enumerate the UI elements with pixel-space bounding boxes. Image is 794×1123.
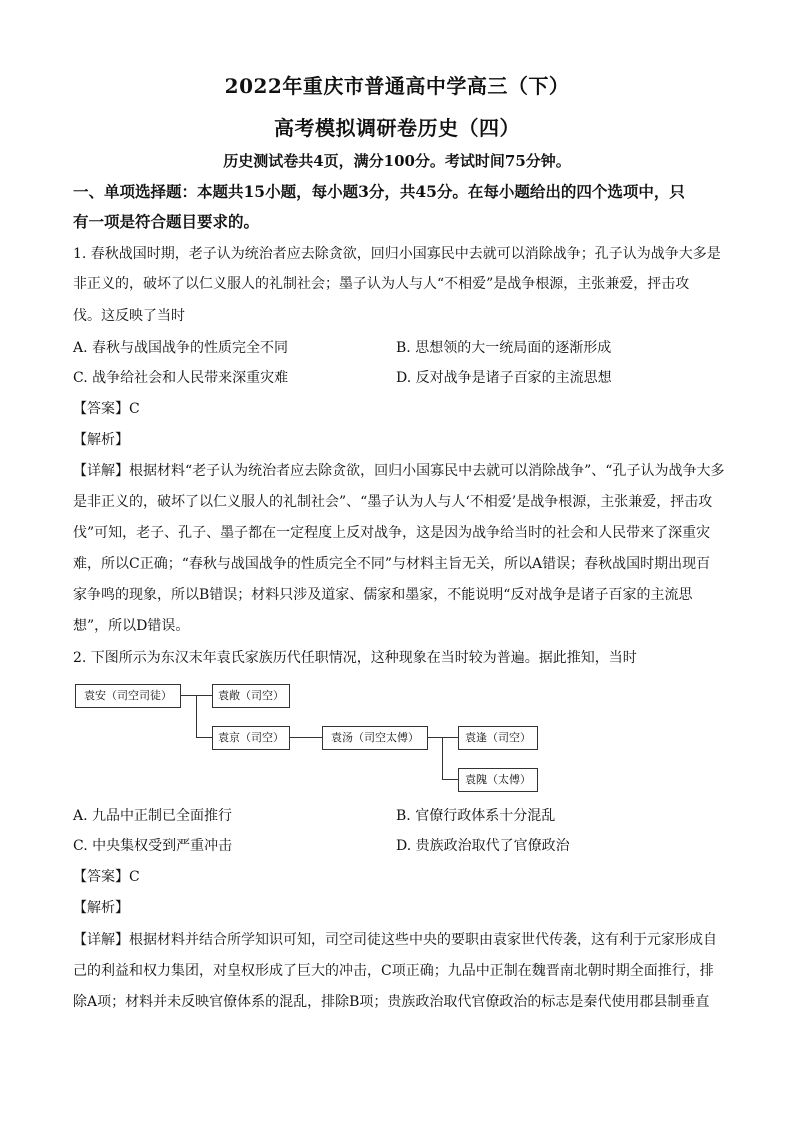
q2-detail-line3: 除A项；材料并未反映官僚体系的混乱，排除B项；贵族政治取代官僚政治的标志是秦代使用郡县制垂直: [73, 994, 710, 1010]
connector: [196, 695, 197, 737]
exam-title-line2: 高考模拟调研卷历史（四）: [274, 116, 520, 140]
q2-detail-line2: 己的利益和权力集团，对皇权形成了巨大的冲击，C项正确；九品中正制在魏晋南北朝时期全面推行，排: [73, 963, 714, 979]
node-yuan-an: 袁安（司空司徒）: [75, 684, 181, 708]
node-yuan-chang: 袁敞（司空）: [212, 684, 290, 708]
q2-answer: 【答案】C: [73, 869, 140, 885]
family-tree-diagram: [70, 676, 550, 792]
q2-option-d: D. 贵族政治取代了官僚政治: [396, 838, 570, 854]
connector: [442, 779, 458, 780]
node-yuan-wei: 袁隗（太傅）: [458, 768, 538, 792]
q2-option-a: A. 九品中正制已全面推行: [73, 808, 233, 824]
q1-option-a: A. 春秋与战国战争的性质完全不同: [73, 340, 289, 356]
q1-stem-line2: 非正义的，破坏了以仁义服人的礼制社会；墨子认为人与人“不相爱”是战争根源，主张兼爱，抨击攻: [73, 276, 690, 292]
q1-detail-line6: 想”，所以D错误。: [73, 618, 190, 634]
q1-option-d: D. 反对战争是诸子百家的主流思想: [396, 370, 612, 386]
q1-answer: 【答案】C: [73, 401, 140, 417]
connector: [289, 737, 322, 738]
node-yuan-feng: 袁逢（司空）: [458, 726, 538, 750]
q2-option-c: C. 中央集权受到严重冲击: [73, 838, 233, 854]
q1-option-c: C. 战争给社会和人民带来深重灾难: [73, 370, 289, 386]
q1-stem-line1: 1. 春秋战国时期，老子认为统治者应去除贪欲，回归小国寡民中去就可以消除战争；孔子认为战争大多是: [73, 246, 721, 262]
q2-option-b: B. 官僚行政体系十分混乱: [396, 808, 556, 824]
q1-option-b: B. 思想领的大一统局面的逐渐形成: [396, 340, 612, 356]
q1-detail-line1: 【详解】根据材料“老子认为统治者应去除贪欲，回归小国寡民中去就可以消除战争”、“孔子认为战争大多: [73, 463, 725, 479]
q1-stem-line3: 伐。这反映了当时: [73, 308, 185, 324]
q2-stem: 2. 下图所示为东汉末年袁氏家族历代任职情况，这种现象在当时较为普遍。据此推知，当时: [73, 650, 637, 666]
q1-detail-line3: 伐”可知，老子、孔子、墨子都在一定程度上反对战争，这是因为战争给当时的社会和人民带来了深重灾: [73, 525, 711, 541]
node-yuan-jing: 袁京（司空）: [212, 726, 290, 750]
section-heading-line1: 一、单项选择题：本题共15小题，每小题3分，共45分。在每小题给出的四个选项中，只: [73, 182, 685, 201]
exam-title-line1: 2022年重庆市普通高中学高三（下）: [224, 74, 570, 98]
q1-detail-line2: 是非正义的，破坏了以仁义服人的礼制社会”、“墨子认为人与人‘不相爱’是战争根源，主张兼爱，抨击攻: [73, 494, 713, 510]
section-heading-line2: 有一项是符合题目要求的。: [73, 212, 260, 231]
q1-analysis-label: 【解析】: [73, 432, 129, 448]
q1-detail-line4: 难，所以C正确；“春秋与战国战争的性质完全不同”与材料主旨无关，所以A错误；春秋战国时期出现百: [73, 556, 711, 572]
node-yuan-tang: 袁汤（司空太傅）: [322, 726, 428, 750]
q1-detail-line5: 家争鸣的现象，所以B错误；材料只涉及道家、儒家和墨家，不能说明“反对战争是诸子百家的主流思: [73, 587, 693, 603]
connector: [442, 737, 443, 779]
q2-detail-line1: 【详解】根据材料并结合所学知识可知，司空司徒这些中央的要职由袁家世代传袭，这有利于元家形成自: [73, 932, 717, 948]
q2-analysis-label: 【解析】: [73, 900, 129, 916]
exam-info: 历史测试卷共4页，满分100分。考试时间75分钟。: [223, 152, 571, 170]
connector: [196, 737, 212, 738]
